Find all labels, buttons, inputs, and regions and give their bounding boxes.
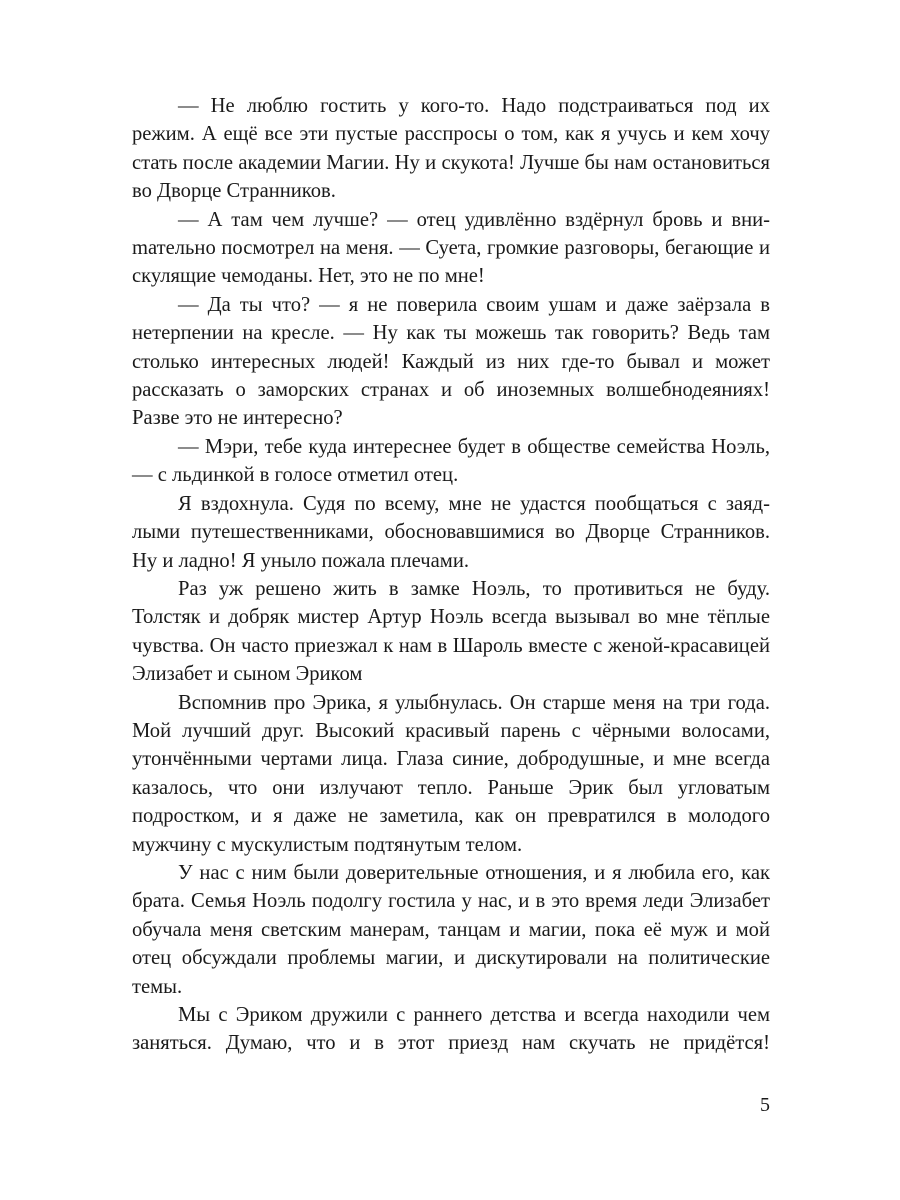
paragraph: — Да ты что? — я не поверила своим ушам и даже заёрзала в нетерпении на кресле. — Ну как ты можешь так говорить? Ведь там столько интересных людей! Каждый из них где-то бывал и может рассказать о заморских странах и об иноземных волшебнодеяниях! Разве это не интересно? [132, 293, 770, 430]
paragraph: Раз уж решено жить в замке Ноэль, то противиться не буду. Толстяк и добряк мистер Артур Ноэль всегда вызывал во мне тёплые чувства. Он часто приезжал к нам в Шароль вместе с женой-красавицей Элизабет и сыном Эриком [132, 577, 770, 686]
book-page-body [132, 92, 770, 1058]
paragraph: — Мэри, тебе куда интереснее будет в обществе семейства Ноэль, — с льдинкой в голосе отметил отец. [132, 435, 770, 487]
paragraph: — Не люблю гостить у кого-то. Надо подстраиваться под их режим. А ещё все эти пустые расспросы о том, как я учусь и кем хочу стать после академии Магии. Ну и скукота! Лучше бы нам остановиться во Дворце Странников. [132, 95, 770, 203]
paragraph: У нас с ним были доверительные отношения, и я любила его, как брата. Семья Ноэль подолгу гостила у нас, и в это время леди Элизабет обучала меня светским манерам, танцам и магии, пока её муж и мой отец обсуждали проблемы магии, и дискутировали на политические темы. [132, 861, 770, 998]
paragraph: Мы с Эриком дружили с раннего детства и всегда находили чем заняться. Думаю, что и в этот приезд нам скучать не придётся! [132, 1004, 770, 1055]
paragraph: — А там чем лучше? — отец удивлённо вздёрнул бровь и вниmательно посмотрел на меня. — Суета, громкие разговоры, бегающие и скулящие чемоданы. Нет, это не по мне! [132, 208, 770, 288]
paragraph: Я вздохнула. Судя по всему, мне не удастся пообщаться с заядлыми путешественниками, обосновавшимися во Дворце Странников. Ну и ладно! Я уныло пожала плечами. [132, 492, 770, 572]
page-number: 5 [760, 1094, 770, 1116]
paragraph: Вспомнив про Эрика, я улыбнулась. Он старше меня на три года. Мой лучший друг. Высокий красивый парень с чёрными волосами, утончёнными чертами лица. Глаза синие, добродушные, и мне всегда казалось, что они излучают тепло. Раньше Эрик был угловатым подростком, и я даже не заметила, как он превратился в молодого мужчину с мускулистым подтянутым телом. [132, 691, 770, 856]
